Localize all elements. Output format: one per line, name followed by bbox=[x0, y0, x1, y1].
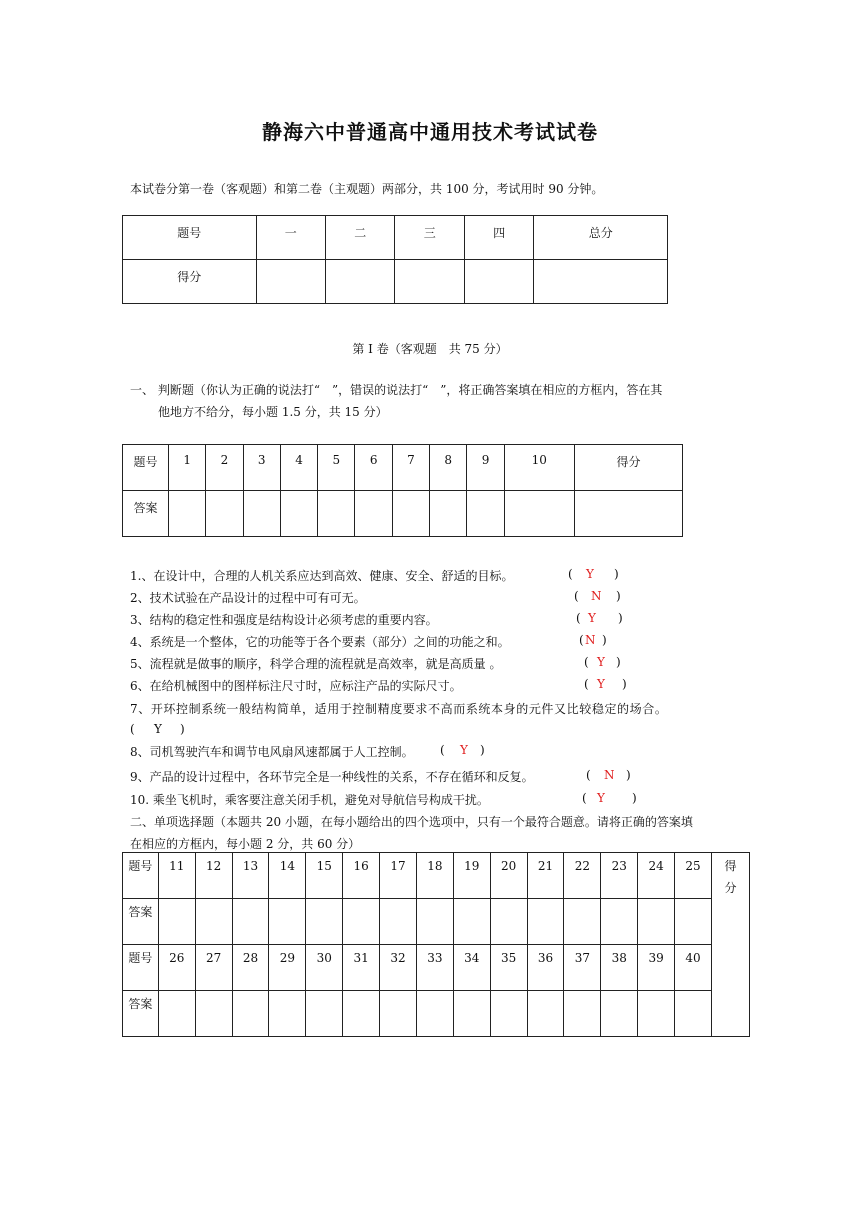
answer-close-paren: ) bbox=[480, 743, 485, 757]
question-answer: Y bbox=[154, 722, 162, 736]
mc-number-cell: 16 bbox=[343, 853, 380, 899]
score-header-cell: 三 bbox=[395, 216, 464, 260]
mc-score-cell[interactable] bbox=[711, 853, 749, 1037]
answer-open-paren: ( bbox=[582, 791, 587, 805]
answer-close-paren: ) bbox=[180, 722, 185, 736]
mc-answer-cell[interactable] bbox=[453, 991, 490, 1037]
mc-answer-cell[interactable] bbox=[343, 899, 380, 945]
question-answer: Y bbox=[588, 611, 596, 625]
mc-answer-cell[interactable] bbox=[638, 899, 675, 945]
score-header-row bbox=[123, 216, 668, 260]
question-item bbox=[130, 567, 619, 584]
question-text: 7、开环控制系统一般结构简单，适用于控制精度要求不高而系统本身的元件又比较稳定的场合。 bbox=[130, 702, 668, 716]
mc-heading: 二、单项选择题（本题共 20 小题，在每小题给出的四个选项中，只有一个最符合题意。请将正确的答案填 bbox=[130, 815, 693, 829]
mc-number-cell: 15 bbox=[306, 853, 343, 899]
score-header-cell: 二 bbox=[326, 216, 395, 260]
question-item bbox=[130, 791, 637, 808]
score-header-cell: 四 bbox=[464, 216, 533, 260]
question-item bbox=[130, 677, 627, 694]
mc-number-cell: 13 bbox=[232, 853, 269, 899]
question-item bbox=[130, 655, 621, 672]
mc-number-cell: 38 bbox=[601, 945, 638, 991]
answer-close-paren: ) bbox=[622, 677, 627, 691]
judge-header-cell: 10 bbox=[504, 445, 574, 491]
score-input-cell[interactable] bbox=[256, 260, 325, 304]
question-answer: N bbox=[585, 633, 596, 647]
mc-answer-cell[interactable] bbox=[564, 991, 601, 1037]
answer-close-paren: ) bbox=[632, 791, 637, 805]
mc-answer-cell[interactable] bbox=[306, 991, 343, 1037]
question-item bbox=[130, 700, 667, 717]
score-input-cell[interactable] bbox=[464, 260, 533, 304]
mc-answer-cell[interactable] bbox=[675, 899, 712, 945]
mc-number-cell: 32 bbox=[380, 945, 417, 991]
judge-header-cell: 题号 bbox=[123, 445, 169, 491]
mc-number-cell: 33 bbox=[416, 945, 453, 991]
judge-answer-cell[interactable] bbox=[392, 491, 429, 537]
judge-answer-cell[interactable] bbox=[318, 491, 355, 537]
judge-header-cell: 2 bbox=[206, 445, 243, 491]
score-input-cell[interactable] bbox=[326, 260, 395, 304]
mc-answer-cell[interactable] bbox=[564, 899, 601, 945]
mc-answer-cell[interactable] bbox=[675, 991, 712, 1037]
mc-number-cell: 24 bbox=[638, 853, 675, 899]
judge-answer-row bbox=[123, 491, 683, 537]
question-answer: Y bbox=[597, 655, 605, 669]
mc-number-cell: 25 bbox=[675, 853, 712, 899]
mc-row-label: 答案 bbox=[123, 991, 159, 1037]
mc-answer-cell[interactable] bbox=[416, 991, 453, 1037]
judge-answer-cell[interactable] bbox=[355, 491, 392, 537]
mc-number-cell: 11 bbox=[158, 853, 195, 899]
mc-number-cell: 29 bbox=[269, 945, 306, 991]
question-item bbox=[130, 611, 623, 628]
mc-number-cell: 23 bbox=[601, 853, 638, 899]
answer-open-paren: ( bbox=[579, 633, 584, 647]
judge-answer-cell[interactable] bbox=[206, 491, 243, 537]
mc-number-row bbox=[123, 945, 750, 991]
mc-answer-cell[interactable] bbox=[527, 991, 564, 1037]
mc-answer-cell[interactable] bbox=[343, 991, 380, 1037]
mc-score-label: 得分 bbox=[724, 859, 737, 895]
mc-number-cell: 35 bbox=[490, 945, 527, 991]
score-header-cell: 题号 bbox=[123, 216, 257, 260]
judge-heading-cont: 他地方不给分，每小题 1.5 分，共 15 分） bbox=[158, 405, 388, 419]
answer-close-paren: ) bbox=[614, 567, 619, 581]
mc-answer-row bbox=[123, 991, 750, 1037]
question-text: 6、在给机械图中的图样标注尺寸时，应标注产品的实际尺寸。 bbox=[130, 679, 462, 693]
mc-answer-cell[interactable] bbox=[380, 991, 417, 1037]
judge-answer-cell[interactable] bbox=[574, 491, 682, 537]
question-item bbox=[130, 743, 485, 760]
score-header-cell: 一 bbox=[256, 216, 325, 260]
mc-answer-cell[interactable] bbox=[490, 899, 527, 945]
page-title: 静海六中普通高中通用技术考试试卷 bbox=[262, 120, 598, 144]
question-answer: N bbox=[604, 768, 615, 782]
mc-number-row bbox=[123, 853, 750, 899]
score-row-label: 得分 bbox=[123, 260, 257, 304]
mc-answer-cell[interactable] bbox=[158, 991, 195, 1037]
mc-number-cell: 28 bbox=[232, 945, 269, 991]
answer-close-paren: ) bbox=[618, 611, 623, 625]
mc-number-cell: 37 bbox=[564, 945, 601, 991]
intro-text: 本试卷分第一卷（客观题）和第二卷（主观题）两部分，共 100 分，考试用时 90 分钟。 bbox=[130, 182, 604, 196]
answer-close-paren: ) bbox=[616, 589, 621, 603]
answer-open-paren: ( bbox=[574, 589, 579, 603]
mc-answer-cell[interactable] bbox=[453, 899, 490, 945]
question-text: 3、结构的稳定性和强度是结构设计必须考虑的重要内容。 bbox=[130, 613, 438, 627]
judge-header-cell: 4 bbox=[280, 445, 317, 491]
mc-number-cell: 21 bbox=[527, 853, 564, 899]
mc-answer-cell[interactable] bbox=[195, 991, 232, 1037]
answer-open-paren: ( bbox=[440, 743, 445, 757]
mc-number-cell: 12 bbox=[195, 853, 232, 899]
question-text: 2、技术试验在产品设计的过程中可有可无。 bbox=[130, 591, 366, 605]
score-value-row bbox=[123, 260, 668, 304]
judge-answer-cell[interactable] bbox=[430, 491, 467, 537]
mc-number-cell: 30 bbox=[306, 945, 343, 991]
mc-number-cell: 20 bbox=[490, 853, 527, 899]
judge-answer-cell[interactable] bbox=[243, 491, 280, 537]
mc-number-cell: 14 bbox=[269, 853, 306, 899]
answer-open-paren: ( bbox=[130, 722, 135, 736]
judge-header-cell: 3 bbox=[243, 445, 280, 491]
score-input-cell[interactable] bbox=[395, 260, 464, 304]
judge-answer-cell[interactable] bbox=[280, 491, 317, 537]
question-answer: Y bbox=[597, 677, 605, 691]
mc-row-label: 题号 bbox=[123, 853, 159, 899]
answer-open-paren: ( bbox=[576, 611, 581, 625]
score-table bbox=[122, 215, 668, 304]
mc-number-cell: 19 bbox=[453, 853, 490, 899]
question-answer-line bbox=[130, 722, 185, 736]
answer-close-paren: ) bbox=[602, 633, 607, 647]
mc-answer-cell[interactable] bbox=[306, 899, 343, 945]
answer-open-paren: ( bbox=[584, 677, 589, 691]
judge-header-cell: 得分 bbox=[574, 445, 682, 491]
question-item bbox=[130, 589, 621, 606]
mc-answer-cell[interactable] bbox=[232, 899, 269, 945]
judge-answer-cell[interactable] bbox=[467, 491, 504, 537]
mc-answer-cell[interactable] bbox=[601, 899, 638, 945]
question-text: 8、司机驾驶汽车和调节电风扇风速都属于人工控制。 bbox=[130, 745, 414, 759]
mc-number-cell: 34 bbox=[453, 945, 490, 991]
question-answer: N bbox=[591, 589, 602, 603]
mc-row-label: 答案 bbox=[123, 899, 159, 945]
mc-number-cell: 17 bbox=[380, 853, 417, 899]
judge-header-cell: 1 bbox=[169, 445, 206, 491]
mc-number-cell: 40 bbox=[675, 945, 712, 991]
question-text: 9、产品的设计过程中，各环节完全是一种线性的关系，不存在循环和反复。 bbox=[130, 770, 534, 784]
mc-number-cell: 22 bbox=[564, 853, 601, 899]
judge-header-cell: 7 bbox=[392, 445, 429, 491]
mc-answer-cell[interactable] bbox=[232, 991, 269, 1037]
judge-answer-cell[interactable] bbox=[504, 491, 574, 537]
mc-number-cell: 27 bbox=[195, 945, 232, 991]
judge-header-cell: 8 bbox=[430, 445, 467, 491]
score-header-cell: 总分 bbox=[534, 216, 668, 260]
judge-header-cell: 6 bbox=[355, 445, 392, 491]
mc-number-cell: 18 bbox=[416, 853, 453, 899]
mc-heading-cont: 在相应的方框内，每小题 2 分，共 60 分） bbox=[130, 837, 361, 851]
score-input-cell[interactable] bbox=[534, 260, 668, 304]
judge-header-cell: 9 bbox=[467, 445, 504, 491]
judge-heading: 一、 判断题（你认为正确的说法打“ ”，错误的说法打“ ”，将正确答案填在相应的方框内，答在其 bbox=[130, 383, 663, 397]
question-text: 1.、在设计中，合理的人机关系应达到高效、健康、安全、舒适的目标。 bbox=[130, 569, 514, 583]
mc-answer-cell[interactable] bbox=[527, 899, 564, 945]
mc-number-cell: 26 bbox=[158, 945, 195, 991]
question-answer: Y bbox=[460, 743, 468, 757]
mc-answer-cell[interactable] bbox=[416, 899, 453, 945]
mc-answer-cell[interactable] bbox=[158, 899, 195, 945]
judge-header-cell: 5 bbox=[318, 445, 355, 491]
mc-answer-cell[interactable] bbox=[195, 899, 232, 945]
mc-answer-table bbox=[122, 852, 750, 1037]
question-text: 4、系统是一个整体，它的功能等于各个要素（部分）之间的功能之和。 bbox=[130, 635, 510, 649]
mc-number-cell: 39 bbox=[638, 945, 675, 991]
judge-answer-table bbox=[122, 444, 683, 537]
mc-answer-row bbox=[123, 899, 750, 945]
question-answer: Y bbox=[586, 567, 594, 581]
answer-close-paren: ) bbox=[626, 768, 631, 782]
judge-header-row bbox=[123, 445, 683, 491]
question-answer: Y bbox=[597, 791, 605, 805]
answer-open-paren: ( bbox=[568, 567, 573, 581]
mc-answer-cell[interactable] bbox=[380, 899, 417, 945]
section1-title: 第 I 卷（客观题 共 75 分） bbox=[352, 342, 508, 356]
mc-number-cell: 31 bbox=[343, 945, 380, 991]
judge-answer-label: 答案 bbox=[123, 491, 169, 537]
mc-answer-cell[interactable] bbox=[601, 991, 638, 1037]
question-item bbox=[130, 768, 631, 785]
mc-answer-cell[interactable] bbox=[638, 991, 675, 1037]
answer-close-paren: ) bbox=[616, 655, 621, 669]
judge-answer-cell[interactable] bbox=[169, 491, 206, 537]
mc-row-label: 题号 bbox=[123, 945, 159, 991]
mc-number-cell: 36 bbox=[527, 945, 564, 991]
question-text: 5、流程就是做事的顺序，科学合理的流程就是高效率，就是高质量 。 bbox=[130, 657, 502, 671]
mc-answer-cell[interactable] bbox=[269, 991, 306, 1037]
answer-open-paren: ( bbox=[586, 768, 591, 782]
mc-answer-cell[interactable] bbox=[269, 899, 306, 945]
answer-open-paren: ( bbox=[584, 655, 589, 669]
mc-answer-cell[interactable] bbox=[490, 991, 527, 1037]
question-item bbox=[130, 633, 607, 650]
question-text: 10. 乘坐飞机时，乘客要注意关闭手机，避免对导航信号构成干扰。 bbox=[130, 793, 489, 807]
